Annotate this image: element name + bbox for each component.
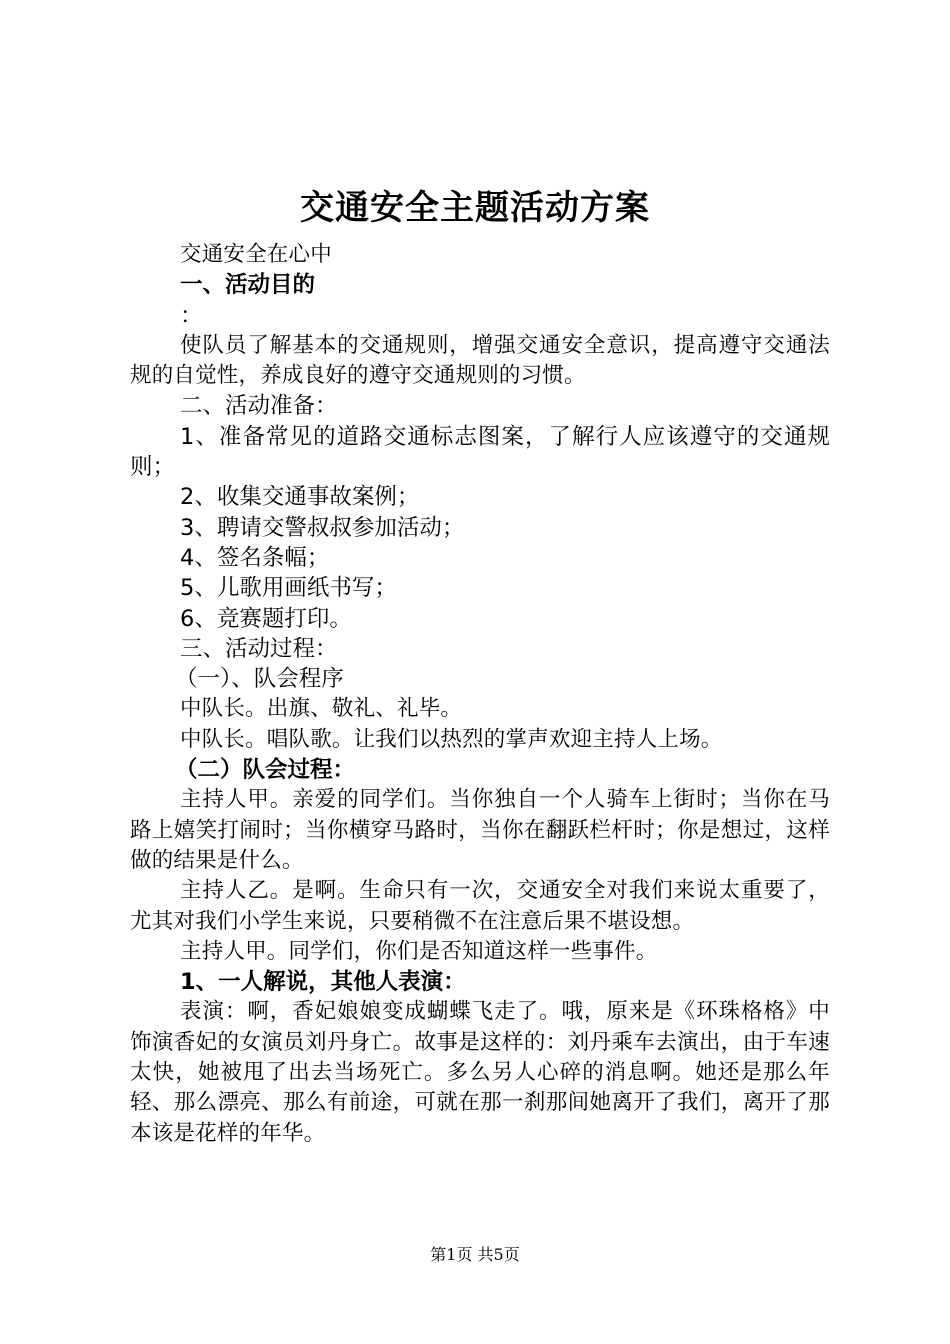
subtitle-paragraph: 交通安全在心中: [180, 242, 332, 267]
document-title: 交通安全主题活动方案: [300, 188, 650, 228]
subsection-heading-program: （一）、队会程序: [175, 666, 344, 693]
section-heading-purpose: 一、活动目的: [180, 272, 316, 299]
paragraph-host-a-1: 主持人甲。亲爱的同学们。当你独自一个人骑车上街时；当你在马路上嬉笑打闹时；当你横穿马路时，当你在翻跃栏杆时；你是想过，这样做的结果是什么。: [130, 787, 830, 873]
list-item-preparation-3: 3、聘请交警叔叔参加活动；: [180, 514, 465, 541]
list-item-preparation-6: 6、竞赛题打印。: [180, 605, 352, 632]
section-heading-process: 三、活动过程：: [180, 635, 338, 662]
paragraph-performance-story: 表演：啊，香妃娘娘变成蝴蝶飞走了。哦，原来是《环珠格格》中饰演香妃的女演员刘丹身亡。故事是这样的：刘丹乘车去演出，由于车速太快，她被甩了出去当场死亡。多么另人心碎的消息啊。她还是那么年轻、那么漂亮、那么有前途，可就在那一刹那间她离开了我们，离开了那本该是花样的年华。: [130, 999, 830, 1146]
subsection-heading-meeting: （二）队会过程：: [175, 757, 356, 784]
paragraph-flag: 中队长。出旗、敬礼、礼毕。: [180, 696, 463, 722]
paragraph-colon: ：: [180, 302, 203, 329]
page-footer: 第1页 共5页: [430, 1245, 520, 1264]
list-item-preparation-2: 2、收集交通事故案例；: [180, 484, 420, 511]
list-item-preparation-4: 4、签名条幅；: [180, 544, 330, 571]
paragraph-host-a-2: 主持人甲。同学们，你们是否知道这样一些事件。: [180, 938, 658, 964]
paragraph-purpose: 使队员了解基本的交通规则，增强交通安全意识，提高遵守交通法规的自觉性，养成良好的遵守交通规则的习惯。: [130, 332, 830, 389]
list-item-performance: 1、一人解说，其他人表演：: [180, 969, 466, 996]
list-item-preparation-1: 1、准备常见的道路交通标志图案，了解行人应该遵守的交通规则；: [130, 423, 830, 481]
list-item-preparation-5: 5、儿歌用画纸书写；: [180, 575, 397, 602]
paragraph-host-b: 主持人乙。是啊。生命只有一次，交通安全对我们来说太重要了，尤其对我们小学生来说，只要稍微不在注意后果不堪设想。: [130, 878, 830, 934]
document-body: [130, 240, 830, 1149]
paragraph-song: 中队长。唱队歌。让我们以热烈的掌声欢迎主持人上场。: [180, 726, 723, 752]
section-heading-preparation: 二、活动准备：: [180, 393, 338, 420]
